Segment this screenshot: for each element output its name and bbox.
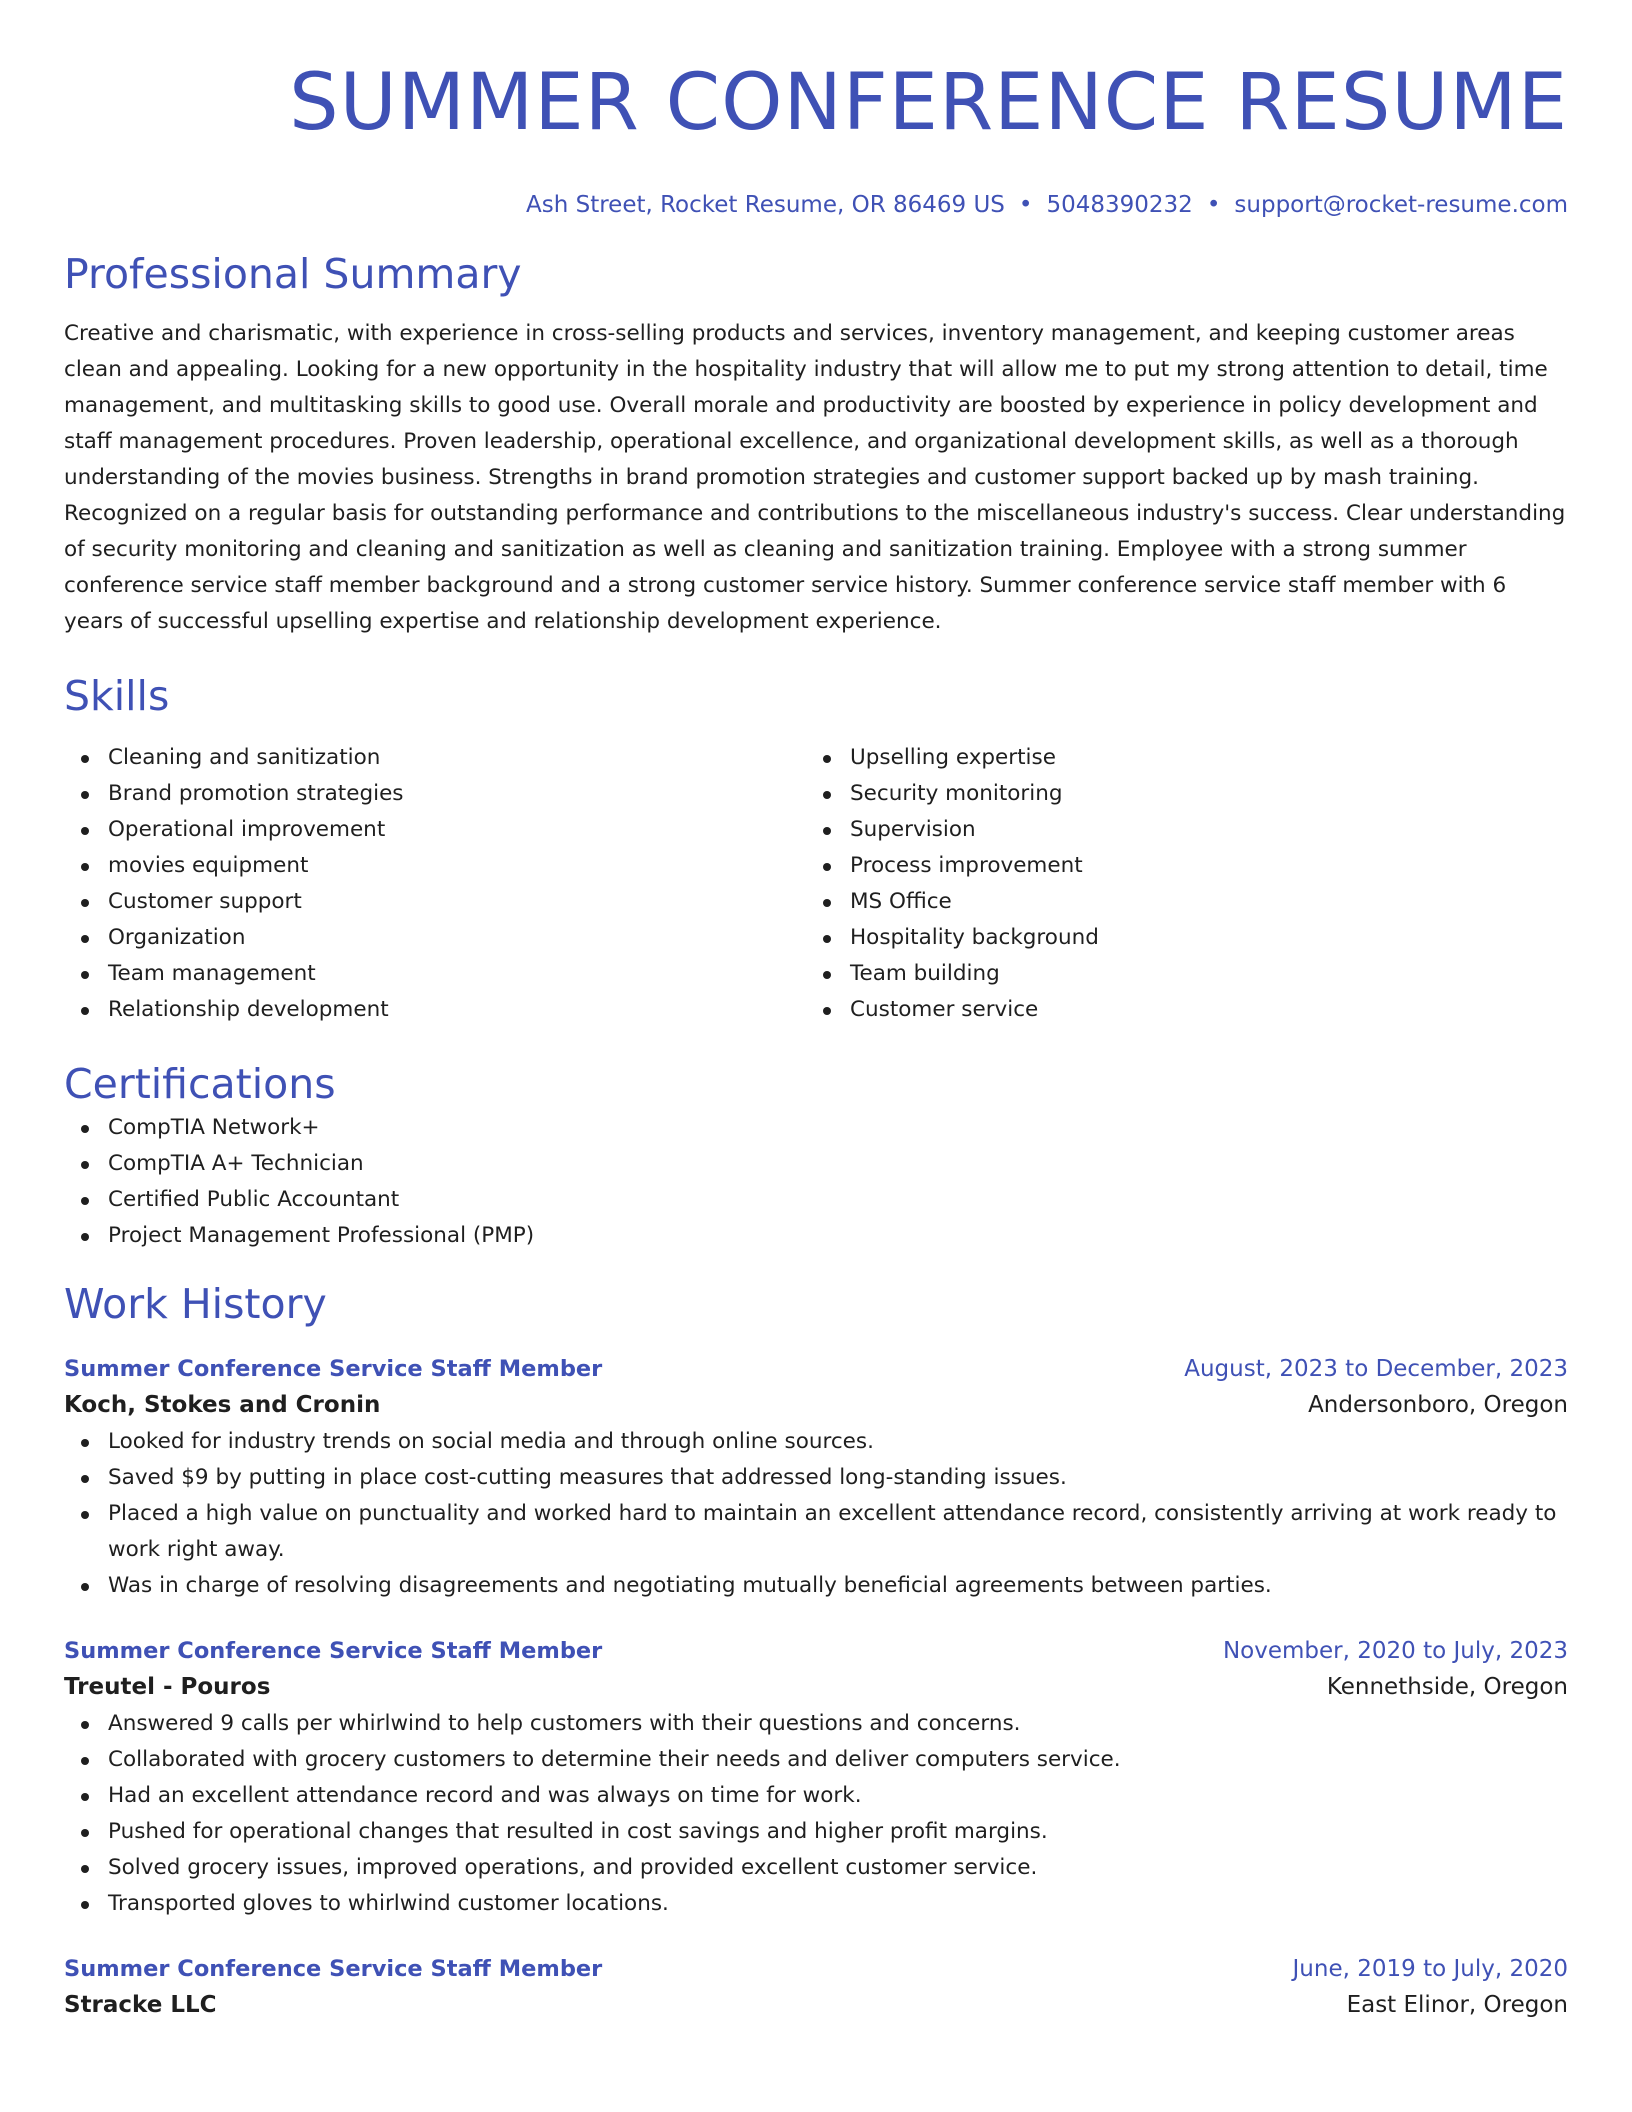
skill-item: Hospitality background xyxy=(850,920,1548,956)
job-title: Summer Conference Service Staff Member xyxy=(64,1356,603,1382)
certification-item: CompTIA Network+ xyxy=(108,1110,1568,1146)
job-title: Summer Conference Service Staff Member xyxy=(64,1638,603,1664)
job-bullet-list xyxy=(64,1706,1568,1922)
skill-item: Team management xyxy=(108,956,806,992)
contact-line xyxy=(64,190,1568,220)
job-bullet: Transported gloves to whirlwind customer locations. xyxy=(108,1886,1568,1922)
job-entry xyxy=(64,1352,1568,1604)
skills-grid xyxy=(64,740,1568,1028)
certification-item: CompTIA A+ Technician xyxy=(108,1146,1568,1182)
job-company-row xyxy=(64,1386,1568,1424)
certifications-list xyxy=(64,1110,1568,1254)
job-company: Treutel - Pouros xyxy=(64,1674,271,1700)
skill-item: Cleaning and sanitization xyxy=(108,740,806,776)
resume-header xyxy=(64,0,1568,220)
contact-separator: • xyxy=(1206,192,1221,218)
skill-item: Security monitoring xyxy=(850,776,1548,812)
skill-item: Supervision xyxy=(850,812,1548,848)
job-company: Stracke LLC xyxy=(64,1992,217,2018)
job-bullet: Was in charge of resolving disagreements and negotiating mutually beneficial agreements between parties. xyxy=(108,1568,1568,1604)
job-bullet: Solved grocery issues, improved operations, and provided excellent customer service. xyxy=(108,1850,1568,1886)
contact-email: support@rocket-resume.com xyxy=(1234,192,1568,218)
certification-item: Certified Public Accountant xyxy=(108,1182,1568,1218)
contact-separator: • xyxy=(1018,192,1033,218)
job-title-row xyxy=(64,1952,1568,1986)
summary-text: Creative and charismatic, with experience in cross-selling products and services, inventory management, and keeping customer areas clean and appealing. Looking for a new opportunity in the hospitality industry that will allow me to put my strong attention to detail, time management, and multitasking skills to good use. Overall morale and productivity are boosted by experience in policy development and staff management procedures. Proven leadership, operational excellence, and organizational development skills, as well as a thorough understanding of the movies business. Strengths in brand promotion strategies and customer support backed up by mash training. Recognized on a regular basis for outstanding performance and contributions to the miscellaneous industry's success. Clear understanding of security monitoring and cleaning and sanitization as well as cleaning and sanitization training. Employee with a strong summer conference service staff member background and a strong customer service history. Summer conference service staff member with 6 years of successful upselling expertise and relationship development experience. xyxy=(64,321,1566,634)
skills-list-left xyxy=(64,740,806,1028)
contact-phone: 5048390232 xyxy=(1046,192,1193,218)
skills-list-right xyxy=(806,740,1548,1028)
skills-column-right xyxy=(806,740,1548,1028)
job-dates: August, 2023 to December, 2023 xyxy=(1184,1356,1568,1382)
job-bullet: Placed a high value on punctuality and worked hard to maintain an excellent attendance record, consistently arriving at work ready to work right away. xyxy=(108,1496,1568,1568)
skill-item: Organization xyxy=(108,920,806,956)
job-dates: November, 2020 to July, 2023 xyxy=(1222,1638,1568,1664)
skill-item: Process improvement xyxy=(850,848,1548,884)
certifications-section xyxy=(64,1058,1568,1254)
skills-title: Skills xyxy=(64,672,170,720)
job-entry xyxy=(64,1952,1568,2024)
resume-name: SUMMER CONFERENCE RESUME xyxy=(289,58,1568,148)
job-bullet: Collaborated with grocery customers to determine their needs and deliver computers service. xyxy=(108,1742,1568,1778)
skill-item: Team building xyxy=(850,956,1548,992)
skill-item: Customer support xyxy=(108,884,806,920)
job-entry xyxy=(64,1634,1568,1922)
skills-column-left xyxy=(64,740,806,1028)
job-bullet: Answered 9 calls per whirlwind to help customers with their questions and concerns. xyxy=(108,1706,1568,1742)
job-title: Summer Conference Service Staff Member xyxy=(64,1956,603,1982)
skill-item: Operational improvement xyxy=(108,812,806,848)
certification-item: Project Management Professional (PMP) xyxy=(108,1218,1568,1254)
job-dates: June, 2019 to July, 2020 xyxy=(1292,1956,1568,1982)
job-company-row xyxy=(64,1668,1568,1706)
skill-item: movies equipment xyxy=(108,848,806,884)
job-location: Andersonboro, Oregon xyxy=(1308,1392,1568,1418)
job-bullet-list xyxy=(64,1424,1568,1604)
skill-item: Customer service xyxy=(850,992,1548,1028)
job-bullet: Had an excellent attendance record and was always on time for work. xyxy=(108,1778,1568,1814)
job-location: East Elinor, Oregon xyxy=(1346,1992,1568,2018)
skill-item: Upselling expertise xyxy=(850,740,1548,776)
skill-item: MS Office xyxy=(850,884,1548,920)
work-history-section xyxy=(64,1278,1568,2024)
job-bullet: Looked for industry trends on social media and through online sources. xyxy=(108,1424,1568,1460)
job-title-row xyxy=(64,1352,1568,1386)
skill-item: Brand promotion strategies xyxy=(108,776,806,812)
job-bullet: Saved $9 by putting in place cost-cutting measures that addressed long-standing issues. xyxy=(108,1460,1568,1496)
skill-item: Relationship development xyxy=(108,992,806,1028)
summary-title: Professional Summary xyxy=(64,250,522,298)
work-history-title: Work History xyxy=(64,1280,327,1328)
job-title-row xyxy=(64,1634,1568,1668)
certifications-title: Certifications xyxy=(64,1060,336,1108)
job-location: Kennethside, Oregon xyxy=(1326,1674,1568,1700)
skills-section xyxy=(64,670,1568,1028)
summary-section xyxy=(64,248,1568,640)
job-company: Koch, Stokes and Cronin xyxy=(64,1392,381,1418)
job-company-row xyxy=(64,1986,1568,2024)
job-bullet: Pushed for operational changes that resulted in cost savings and higher profit margins. xyxy=(108,1814,1568,1850)
contact-address: Ash Street, Rocket Resume, OR 86469 US xyxy=(526,192,1005,218)
